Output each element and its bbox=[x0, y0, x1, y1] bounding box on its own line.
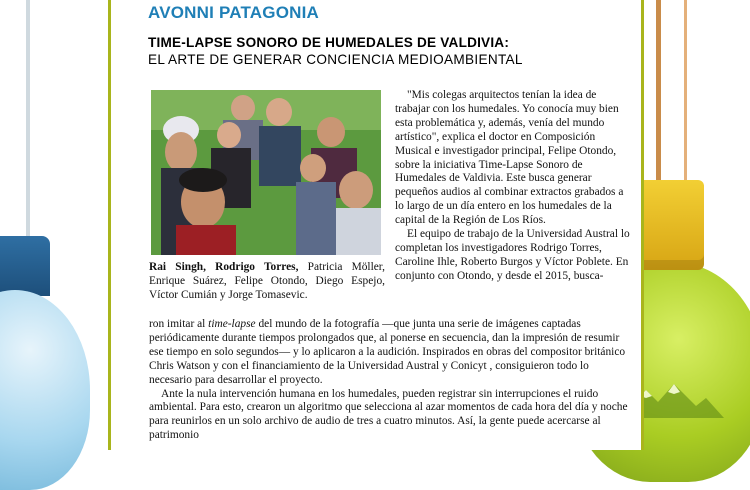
left-bulb-glass bbox=[0, 290, 90, 490]
photo-caption bbox=[149, 260, 385, 302]
article-right-column bbox=[395, 89, 630, 284]
group-photo-illustration bbox=[151, 90, 381, 255]
article-column bbox=[108, 0, 644, 450]
time-lapse-term: time-lapse bbox=[208, 318, 256, 330]
article-subheadline: EL ARTE DE GENERAR CONCIENCIA MEDIOAMBIENTAL bbox=[148, 52, 523, 67]
article-full-width-text bbox=[149, 318, 631, 443]
paragraph-timelapse-end: del mundo de la fotografía —que junta una serie de imágenes captadas periódicamente durante tiempos prolongados que, al ponerse en secuencia, dan la impresión de resumir ese tiempo en solo segundos— y lo aplicaron a la audición. Inspirados en obras del compositor británico Chris Watson y con el financiamiento de la Universidad Austral y Conicyt , consiguieron todo lo necesario para desarrollar el proyecto. bbox=[149, 318, 626, 386]
paragraph-timelapse bbox=[149, 318, 631, 388]
left-bulb-illustration bbox=[0, 0, 105, 450]
paragraph-timelapse-start: ron imitar al bbox=[149, 318, 209, 330]
right-bulb-wire-highlight bbox=[684, 0, 687, 185]
caption-names-bold: Rai Singh, Rodrigo Torres, bbox=[149, 261, 299, 273]
section-title: AVONNI PATAGONIA bbox=[148, 3, 319, 22]
caption-names-rest: Patricia Möller, Enrique Suárez, Felipe Otondo, Diego Espejo, Víctor Cumián y Jorge Tomasevic. bbox=[149, 261, 385, 301]
article-headline: TIME-LAPSE SONORO DE HUMEDALES DE VALDIVIA: bbox=[148, 35, 510, 50]
group-photo bbox=[151, 90, 381, 255]
right-bulb-wire bbox=[656, 0, 661, 185]
paragraph-quote: "Mis colegas arquitectos tenían la idea de trabajar con los humedales. Yo conocía muy bien esta problemática y, además, venía del mundo artístico", explica el doctor en Composición Musical e investigador principal, Felipe Otondo, sobre la iniciativa Time-Lapse Sonoro de Humedales de Valdivia. Este busca generar pequeños audios al combinar extractos grabados a lo largo de un día entero en los humedales de la capital de la Región de Los Ríos. bbox=[395, 89, 624, 227]
left-bulb-wire bbox=[26, 0, 30, 240]
paragraph-algorithm: Ante la nula intervención humana en los humedales, pueden registrar sin interrupciones el ruido ambiental. Para esto, crearon un algoritmo que selecciona al azar momentos de cada hora del día y noche para reunirlos en un solo archivo de audio de tres a cuatro minutos. Así, la gente puede acercarse al patrimonio bbox=[149, 387, 628, 442]
paragraph-team: El equipo de trabajo de la Universidad Austral lo completan los investigadores Rodrigo Torres, Caroline Ihle, Roberto Burgos y Víctor Poblete. En conjunto con Otondo, y desde el 2015, busca- bbox=[395, 228, 630, 282]
left-bulb-cap bbox=[0, 236, 50, 296]
